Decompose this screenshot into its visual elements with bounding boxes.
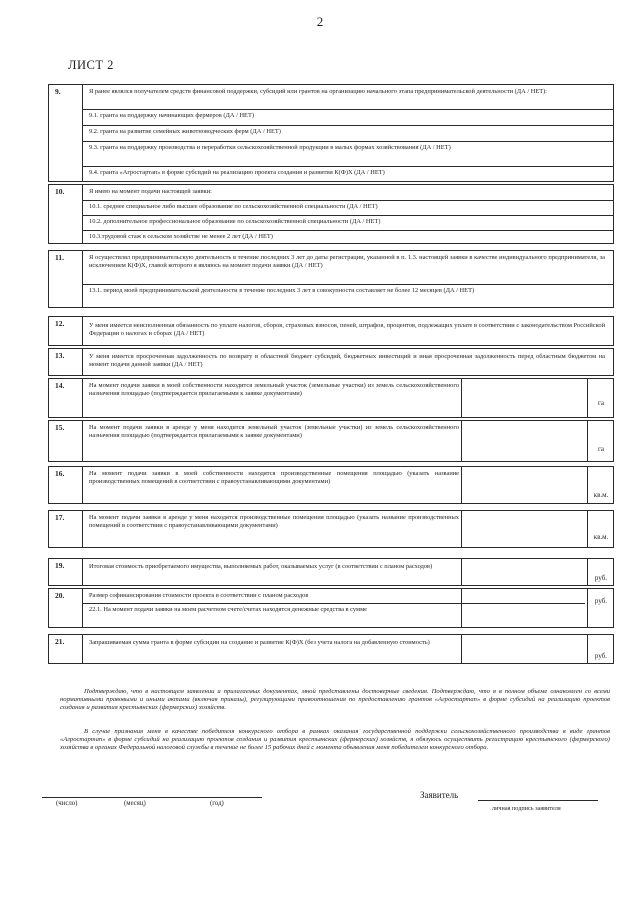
section-number: 20.	[49, 589, 83, 627]
section-number: 9.	[49, 85, 83, 181]
section-20	[48, 588, 614, 628]
section-number: 11.	[49, 251, 83, 307]
unit-label: руб.	[594, 597, 608, 605]
section-number: 14.	[49, 379, 83, 417]
section-17	[48, 510, 614, 548]
checkbox-item[interactable]: 10.1. среднее специальное либо высшее образование по сельскохозяйственной специальности (ДА / НЕТ)	[89, 203, 378, 210]
applicant-label: Заявитель	[420, 790, 459, 800]
checkbox-item[interactable]: 9.1. гранта на поддержку начинающих фермеров (ДА / НЕТ)	[89, 112, 254, 119]
unit-label: кв.м.	[593, 491, 609, 499]
date-line[interactable]	[42, 797, 262, 798]
section-12	[48, 316, 614, 346]
section-13	[48, 348, 614, 376]
section-15	[48, 420, 614, 462]
sub-item-text: 22.1. На момент подачи заявки на моем расчетном счете/счетах находятся денежные средства в сумме	[89, 606, 367, 613]
section-number: 16.	[49, 467, 83, 503]
signature-line[interactable]	[478, 800, 598, 801]
section-number: 12.	[49, 317, 83, 345]
obligation-paragraph: В случае признания меня в качестве победителя конкурсного отбора в рамках оказания государственной поддержки сельскохозяйственного производства в виде грантов «Агростартап» в форме субсидий на реализацию проектов создания и развития крестьянских (фермерских) хозяйств, я обязуюсь осуществить регистрацию крестьянского (фермерского) хозяйства в органах Федеральной налоговой службы в течение не более 15 рабочих дней с момента объявления меня победителем конкурсного отбора.	[60, 728, 610, 752]
section-text: Запрашиваемая сумма гранта в форме субсидии на создание и развитие К(Ф)Х (без учета налога на добавленную стоимость)	[89, 639, 430, 646]
section-text: На момент подачи заявки в аренде у меня находятся производственные помещения площадью (указать название производственных помещений в соответствии с правоустанавливающими документами)	[89, 514, 459, 530]
unit-label: кв.м.	[593, 533, 609, 541]
section-9	[48, 84, 614, 182]
section-19	[48, 558, 614, 586]
unit-label: руб.	[594, 574, 608, 582]
date-month-label: (месяц)	[124, 800, 146, 807]
unit-label: га	[598, 445, 604, 453]
signature-caption: личная подпись заявителя	[492, 805, 561, 812]
date-day-label: (число)	[56, 800, 78, 807]
section-14	[48, 378, 614, 418]
checkbox-item[interactable]: 9.4. гранта «Агростартап» в форме субсидий на реализацию проекта создания и развития К(Ф)Х (ДА / НЕТ)	[89, 169, 385, 176]
checkbox-item[interactable]: 9.2. гранта на развитие семейных животноводческих ферм (ДА / НЕТ)	[89, 128, 281, 135]
section-text: Размер софинансирования стоимости проекта в соответствии с планом расходов	[89, 592, 309, 599]
checkbox-item[interactable]: 10.3.трудовой стаж в сельском хозяйстве не менее 2 лет (ДА / НЕТ)	[89, 233, 273, 240]
section-16	[48, 466, 614, 504]
unit-label: руб.	[594, 652, 608, 660]
section-text: На момент подачи заявки в аренде у меня находится земельный участок (земельные участки) из земель сельскохозяйственного назначения площадью (подтверждается прилагаемыми к заявке документами)	[89, 424, 459, 440]
section-number: 21.	[49, 635, 83, 663]
confirmation-paragraph: Подтверждаю, что в настоящем заявлении и прилагаемых документах, мной представлены достоверные сведения. Подтверждаю, что я в полном объеме ознакомлен со всеми нормативными правовыми и иными актами (включая приказы), регулирующими правоотношения по предоставлению грантов «Агростартап» в форме субсидий на реализацию проектов создания и развития крестьянских (фермерских) хозяйств.	[60, 688, 610, 712]
checkbox-item[interactable]: 9.3. гранта на поддержку производства и переработки сельскохозяйственной продукции в малых формах хозяйствования (ДА / НЕТ)	[89, 144, 451, 151]
page-number: 2	[316, 14, 324, 29]
checkbox-item[interactable]: 10.2. дополнительное профессиональное образование по сельскохозяйственной специальности (ДА / НЕТ)	[89, 218, 381, 225]
section-number: 15.	[49, 421, 83, 461]
section-number: 13.	[49, 349, 83, 375]
section-number: 10.	[49, 185, 83, 243]
sheet-title: ЛИСТ 2	[68, 58, 114, 72]
unit-label: га	[598, 399, 604, 407]
section-11	[48, 250, 614, 308]
section-text: На момент подачи заявки в моей собственности находится земельный участок (земельные участки) из земель сельскохозяйственного назначения площадью (подтверждается прилагаемыми к заявке документами)	[89, 382, 459, 398]
section-text[interactable]: У меня имеется неисполненная обязанность по уплате налогов, сборов, страховых взносов, пеней, штрафов, процентов, подлежащих уплате в соответствии с законодательством Российской Федерации о налогах и сборах (ДА / НЕТ)	[89, 322, 605, 338]
section-10	[48, 184, 614, 244]
date-year-label: (год)	[210, 800, 224, 807]
section-text: На момент подачи заявки в моей собственности находятся производственные помещения площадью (указать название производственных помещений в соответствии с правоустанавливающими документами)	[89, 470, 459, 486]
section-number: 19.	[49, 559, 83, 585]
section-text: Итоговая стоимость приобретаемого имущества, выполняемых работ, оказываемых услуг (в соответствии с планом расходов)	[89, 563, 433, 570]
section-text[interactable]: У меня имеется просроченная задолженность по возврату в областной бюджет субсидий, бюджетных инвестиций и иная просроченная задолженность перед областным бюджетом на момент подачи данной заявки (ДА / НЕТ)	[89, 353, 605, 369]
section-heading: Я ранее являлся получателем средств финансовой поддержки, субсидий или грантов на организацию начального этапа предпринимательской деятельности (ДА / НЕТ):	[89, 88, 548, 95]
section-21	[48, 634, 614, 664]
checkbox-item[interactable]: 13.1. период моей предпринимательской деятельности в течение последних 3 лет в совокупности составляет не более 12 месяцев (ДА / НЕТ)	[89, 287, 475, 294]
section-number: 17.	[49, 511, 83, 547]
section-heading: Я имею на момент подачи настоящей заявки:	[89, 188, 212, 195]
section-heading: Я осуществлял предпринимательскую деятельность в течение последних 3 лет до даты регистрации, указанной в п. 1.3. настоящей заявки в качестве индивидуального предпринимателя, за исключением К(Ф)Х, главой которого я являюсь на момент подачи заявки (ДА / НЕТ)	[89, 254, 605, 270]
